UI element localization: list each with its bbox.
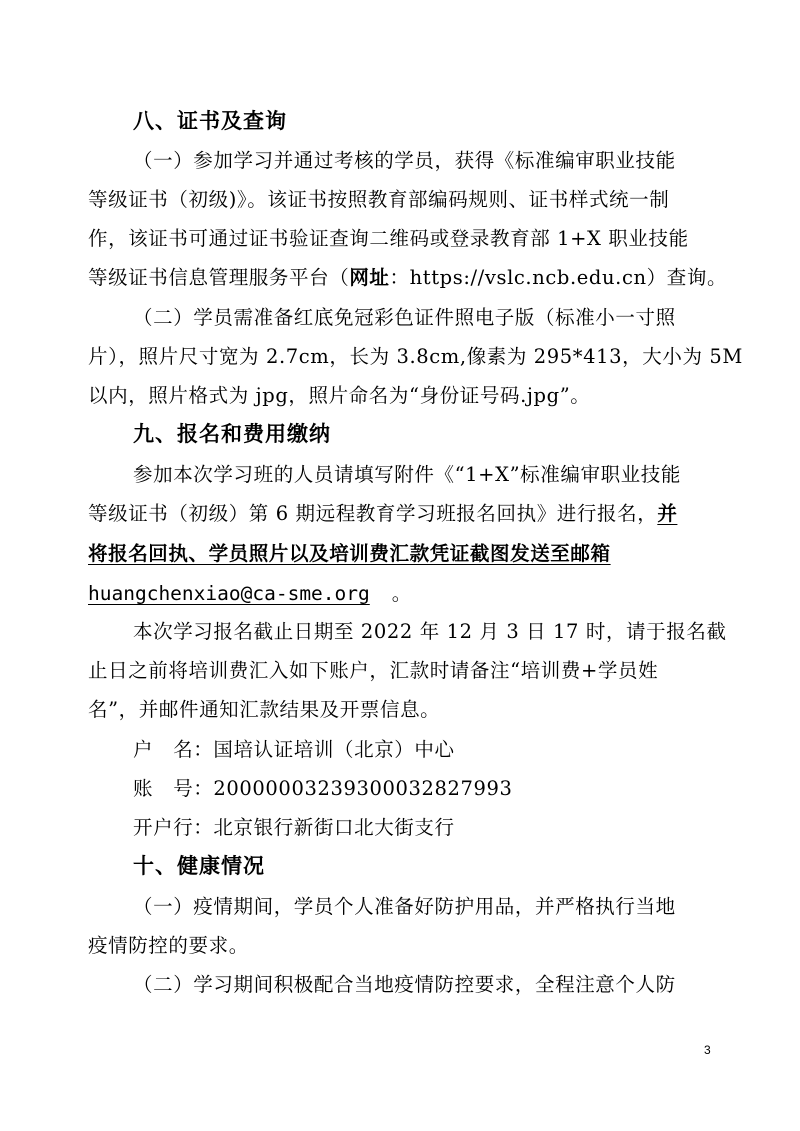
paragraph-line: [88, 500, 716, 528]
paragraph-line: 疫情防控的要求。: [88, 934, 249, 957]
paragraph-line: 参加本次学习班的人员请填写附件《“1+X”标准编审职业技能: [133, 463, 681, 486]
paragraph-line: （二）学习期间积极配合当地疫情防控要求，全程注意个人防: [133, 973, 676, 996]
paragraph-line: （一）参加学习并通过考核的学员，获得《标准编审职业技能: [133, 149, 676, 172]
section-10-heading: 十、健康情况: [133, 854, 265, 878]
page-number: 3: [704, 1043, 711, 1057]
account-name: 户 名：国培认证培训（北京）中心: [133, 738, 455, 761]
email-period: 。: [391, 582, 412, 605]
paragraph-line: 名”，并邮件通知汇款结果及开票信息。: [88, 698, 441, 721]
email-line: [88, 580, 716, 608]
emphasis-line: 将报名回执、学员照片以及培训费汇款凭证截图发送至邮箱: [88, 542, 611, 565]
paragraph-line: 作，该证书可通过证书验证查询二维码或登录教育部 1+X 职业技能: [88, 227, 689, 250]
paragraph-line: [88, 264, 728, 292]
section-9-heading: 九、报名和费用缴纳: [133, 422, 331, 446]
paragraph-line: （一）疫情期间，学员个人准备好防护用品，并严格执行当地: [133, 895, 676, 918]
url-label: 网址: [349, 266, 390, 289]
platform-url[interactable]: ：https://vslc.ncb.edu.cn）查询。: [389, 266, 728, 289]
account-number: 账 号：20000003239300032827993: [133, 777, 513, 800]
email-link[interactable]: huangchenxiao@ca-sme.org: [88, 582, 370, 605]
paragraph-line: 止日之前将培训费汇入如下账户，汇款时请备注“培训费+学员姓: [88, 659, 659, 682]
registration-text: 等级证书（初级）第 6 期远程教育学习班报名回执》进行报名，: [88, 502, 658, 525]
emphasis-text: 并: [657, 502, 678, 525]
platform-label: 等级证书信息管理服务平台（: [88, 266, 350, 289]
paragraph-line: （二）学员需准备红底免冠彩色证件照电子版（标准小一寸照: [133, 306, 676, 329]
section-8-heading: 八、证书及查询: [133, 109, 287, 133]
paragraph-line: 片），照片尺寸宽为 2.7cm，长为 3.8cm,像素为 295*413，大小为 5M: [88, 345, 743, 368]
paragraph-line: 等级证书（初级)》。该证书按照教育部编码规则、证书样式统一制: [88, 188, 670, 211]
paragraph-line: 以内，照片格式为 jpg，照片命名为“身份证号码.jpg”。: [88, 384, 591, 407]
paragraph-line: 本次学习报名截止日期至 2022 年 12 月 3 日 17 时，请于报名截: [133, 620, 727, 643]
bank-name: 开户行：北京银行新街口北大街支行: [133, 816, 455, 839]
